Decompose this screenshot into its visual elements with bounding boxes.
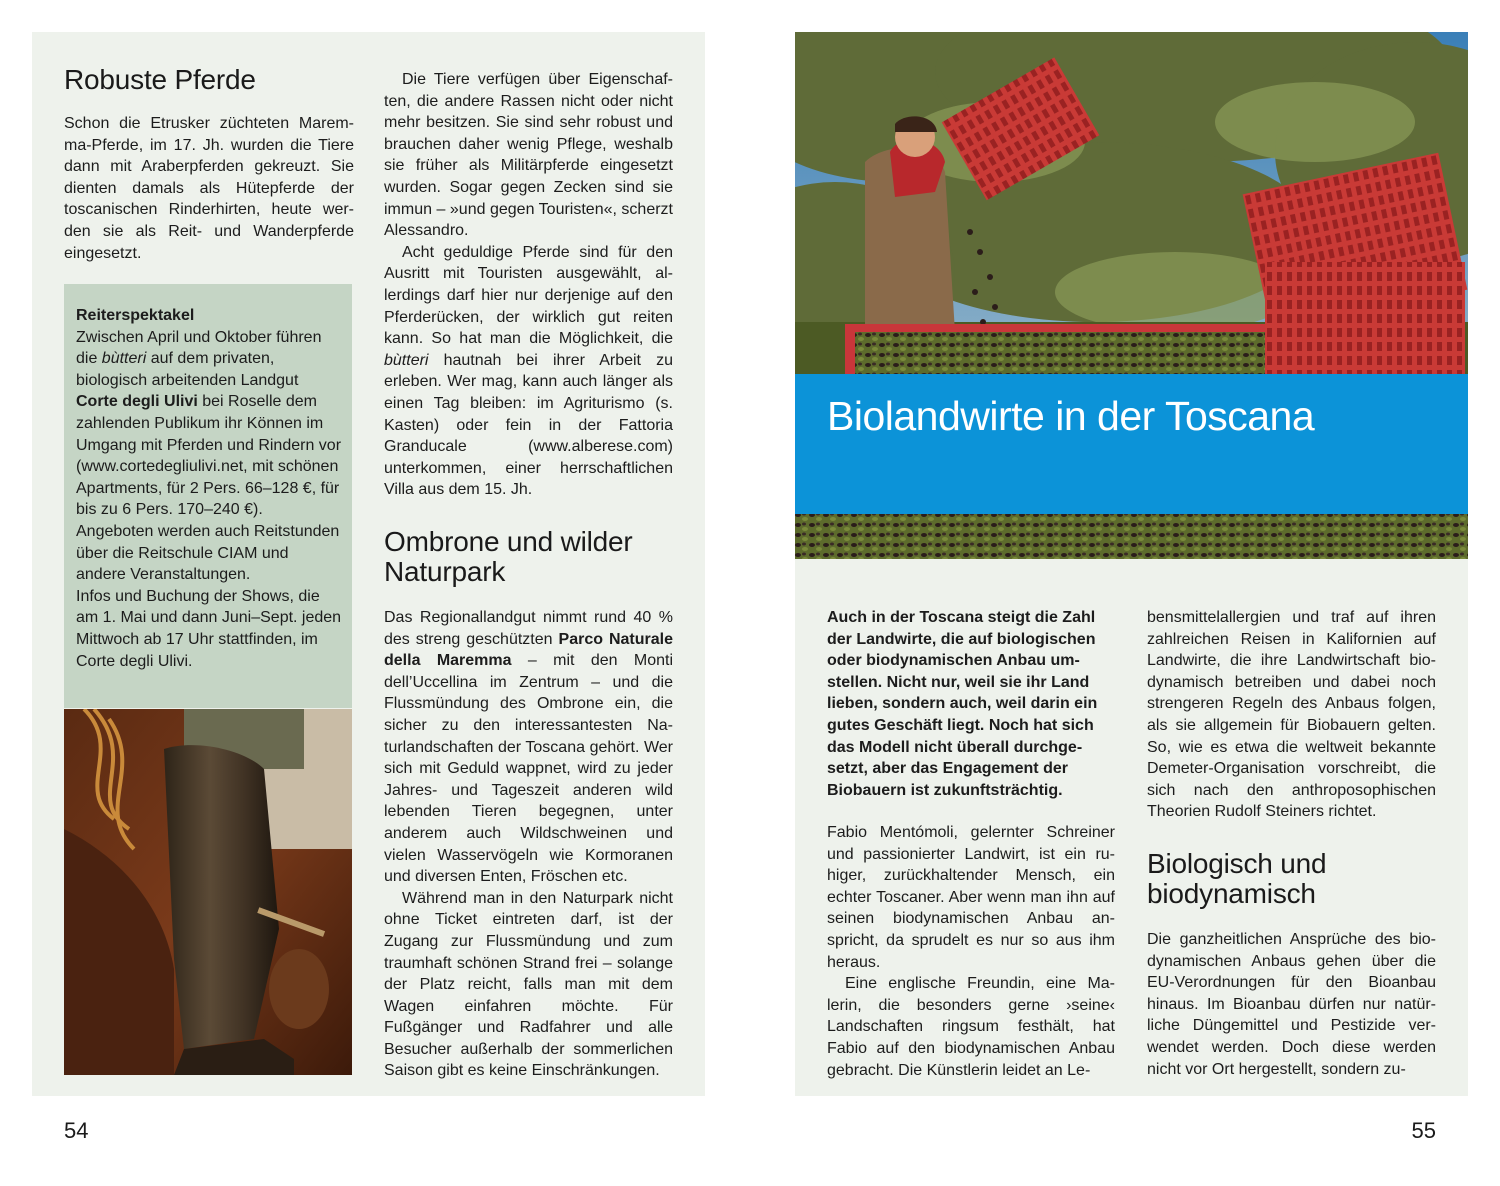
section-heading-robuste-pferde: Robuste Pferde [64, 64, 256, 95]
section-heading-ombrone: Ombrone und wilder Naturpark [384, 526, 633, 587]
photo-rider-leather-boots [64, 709, 352, 1075]
text-run: Das Regionallandgut nimmt rund 40 % des streng geschützten [384, 609, 673, 648]
paragraph [384, 242, 673, 501]
robuste-pferde-text [64, 113, 354, 264]
text-emphasis: bùtteri [384, 351, 429, 369]
text-run: bei Roselle dem zahlenden Publikum ihr Können im Umgang mit Pferden und Rindern vor (www.cortedegliulivi.net, mit schönen Apartments, für 2 Pers. 66–128 €, für bis zu 6 Pers. 170–240 €). Angeboten werden auch Reitstunden über die Reitschule CIAM und andere Veranstaltungen. [76, 393, 342, 584]
text-run: auf dem privaten, biologisch arbeitenden Landgut [76, 350, 299, 389]
section-heading-biologisch: Biologisch und biodynamisch [1147, 848, 1327, 909]
paragraph: Während man in den Naturpark nicht ohne Ticket eintreten darf, ist der Zugang zur Flussmündung und zum traumhaft schönen Strand frei – solange der Platz reicht, falls man mit dem Wagen einfahren möchte. Für Fußgänger und Radfahrer und alle Besucher außerhalb der sommerlichen Saison gibt es keine Einschränkungen. [384, 889, 673, 1080]
column-lebensmittelallergien [1147, 607, 1436, 823]
text-bold: Parco Naturale della Maremma [384, 630, 673, 670]
text-run: Acht geduldige Pferde sind für den Ausritt mit Touristen ausgewählt, allerdings darf hier nur derjenige auf den Pferderücken, der wirklich gut reiten kann. So hat man die Möglichkeit, die [384, 243, 673, 348]
info-box-text-booking: Infos und Buchung der Shows, die am 1. Mai und dann Juni–Sept. jeden Mittwoch ab 17 Uhr stattfinden, im Corte degli Ulivi. [76, 587, 342, 670]
intro-text [827, 607, 1115, 801]
text-bold: Corte degli Ulivi [76, 393, 198, 411]
paragraph: Die ganzheitlichen Ansprüche des biodynamischen Anbaus gehen über die EU-Verordnungen für den Bioanbau hinaus. Im Bioanbau dürfen nur natürliche Düngemittel und Pestizide verwendet werden. Doch diese werden nicht vor Ort hergestellt, sondern zu- [1147, 931, 1436, 1078]
text-run: Zwischen April und Oktober führen die [76, 328, 322, 368]
text-emphasis: bùtteri [101, 350, 147, 368]
page-number-right: 55 [1411, 1118, 1436, 1143]
paragraph: Eine englische Freundin, eine Malerin, die besonders gerne ›seine‹ Landschaften ringsum festhält, hat Fabio auf den biodynamischen Anbau gebracht. Die Künstlerin leidet an Le- [827, 975, 1115, 1079]
paragraph: Die Tiere verfügen über Eigenschaften, die andere Rassen nicht oder nicht mehr besitzen. Sie sind sehr robust und brauchen daher wenig Pflege, weshalb sie früher als Militärpferde eingesetzt wurden. Sogar gegen Zecken sind sie immun – »und gegen Touristen«, scherzt Alessandro. [384, 71, 673, 240]
info-box-text [76, 327, 342, 586]
biologisch-text [1147, 929, 1436, 1080]
text-run: hautnah bei ihrer Arbeit zu erleben. Wer mag, kann auch länger als einen Tag bleiben: im Agriturismo (s. Kasten) oder fein in der Fattoria Granducale (www.alberese.com) unterkommen, einer herrschaftlichen Villa aus dem 15. Jh. [384, 351, 673, 499]
paragraph: bensmittelallergien und traf auf ihren zahlreichen Reisen in Kalifornien auf Landwirte, die ihre Landwirtschaft biodynamisch betreiben und dabei noch strengeren Regeln des Anbaus folgen, als sie allgemein für Biobauern gelten. So, wie es etwa die weltweit bekannte Demeter-Organisation vorschreibt, die sich nach den anthroposophischen Theorien Rudolf Steiners richtet. [1147, 609, 1436, 821]
paragraph: Fabio Mentómoli, gelernter Schreiner und passionierter Landwirt, ist ein ruhiger, zurückhaltender Mensch, ein echter Toscaner. Aber wenn man ihn auf seinen biodynamischen Anbau anspricht, da sprudelt es nur so aus ihm heraus. [827, 824, 1115, 971]
chapter-title: Biolandwirte in der Toscana [827, 393, 1315, 439]
column-pferde-eigenschaften [384, 69, 673, 501]
paragraph [384, 607, 673, 888]
right-page [795, 32, 1468, 1096]
paragraph: Schon die Etrusker züchteten Maremma-Pferde, im 17. Jh. wurden die Tiere dann mit Araberpferden gekreuzt. Sie dienten damals als Hütepferde der toscanischen Rinderhirten, heute werden sie als Reit- und Wanderpferde eingesetzt. [64, 115, 354, 262]
paragraph: Auch in der Toscana steigt die Zahl der Landwirte, die auf biologischen oder biodynamischen Anbau umstellen. Nicht nur, weil sie ihr Land lieben, sondern auch, weil darin ein gutes Geschäft liegt. Noch hat sich das Modell nicht überall durchgesetzt, aber das Engagement der Biobauern ist zukunftsträchtig. [827, 609, 1098, 799]
info-box-reiterspektakel [64, 284, 352, 708]
text-run: – mit den Monti dell’Uccellina im Zentrum – und die Flussmündung des Ombrone ein, die sicher zu den interessantesten Naturlandschaften der Toscana gehört. Wer sich mit Geduld wappnet, wird zu jeder Jahres- und Tageszeit anderen wild lebenden Tieren begegnen, unter anderem auch Wildschweinen und vielen Wasservögeln wie Kormoranen und diversen Enten, Fröschen etc. [384, 652, 674, 886]
ombrone-text [384, 607, 673, 1082]
page-number-left: 54 [64, 1118, 89, 1143]
chapter-title-band [795, 374, 1468, 514]
left-page [32, 32, 705, 1096]
column-fabio [827, 822, 1115, 1081]
info-box-title: Reiterspektakel [76, 307, 195, 324]
